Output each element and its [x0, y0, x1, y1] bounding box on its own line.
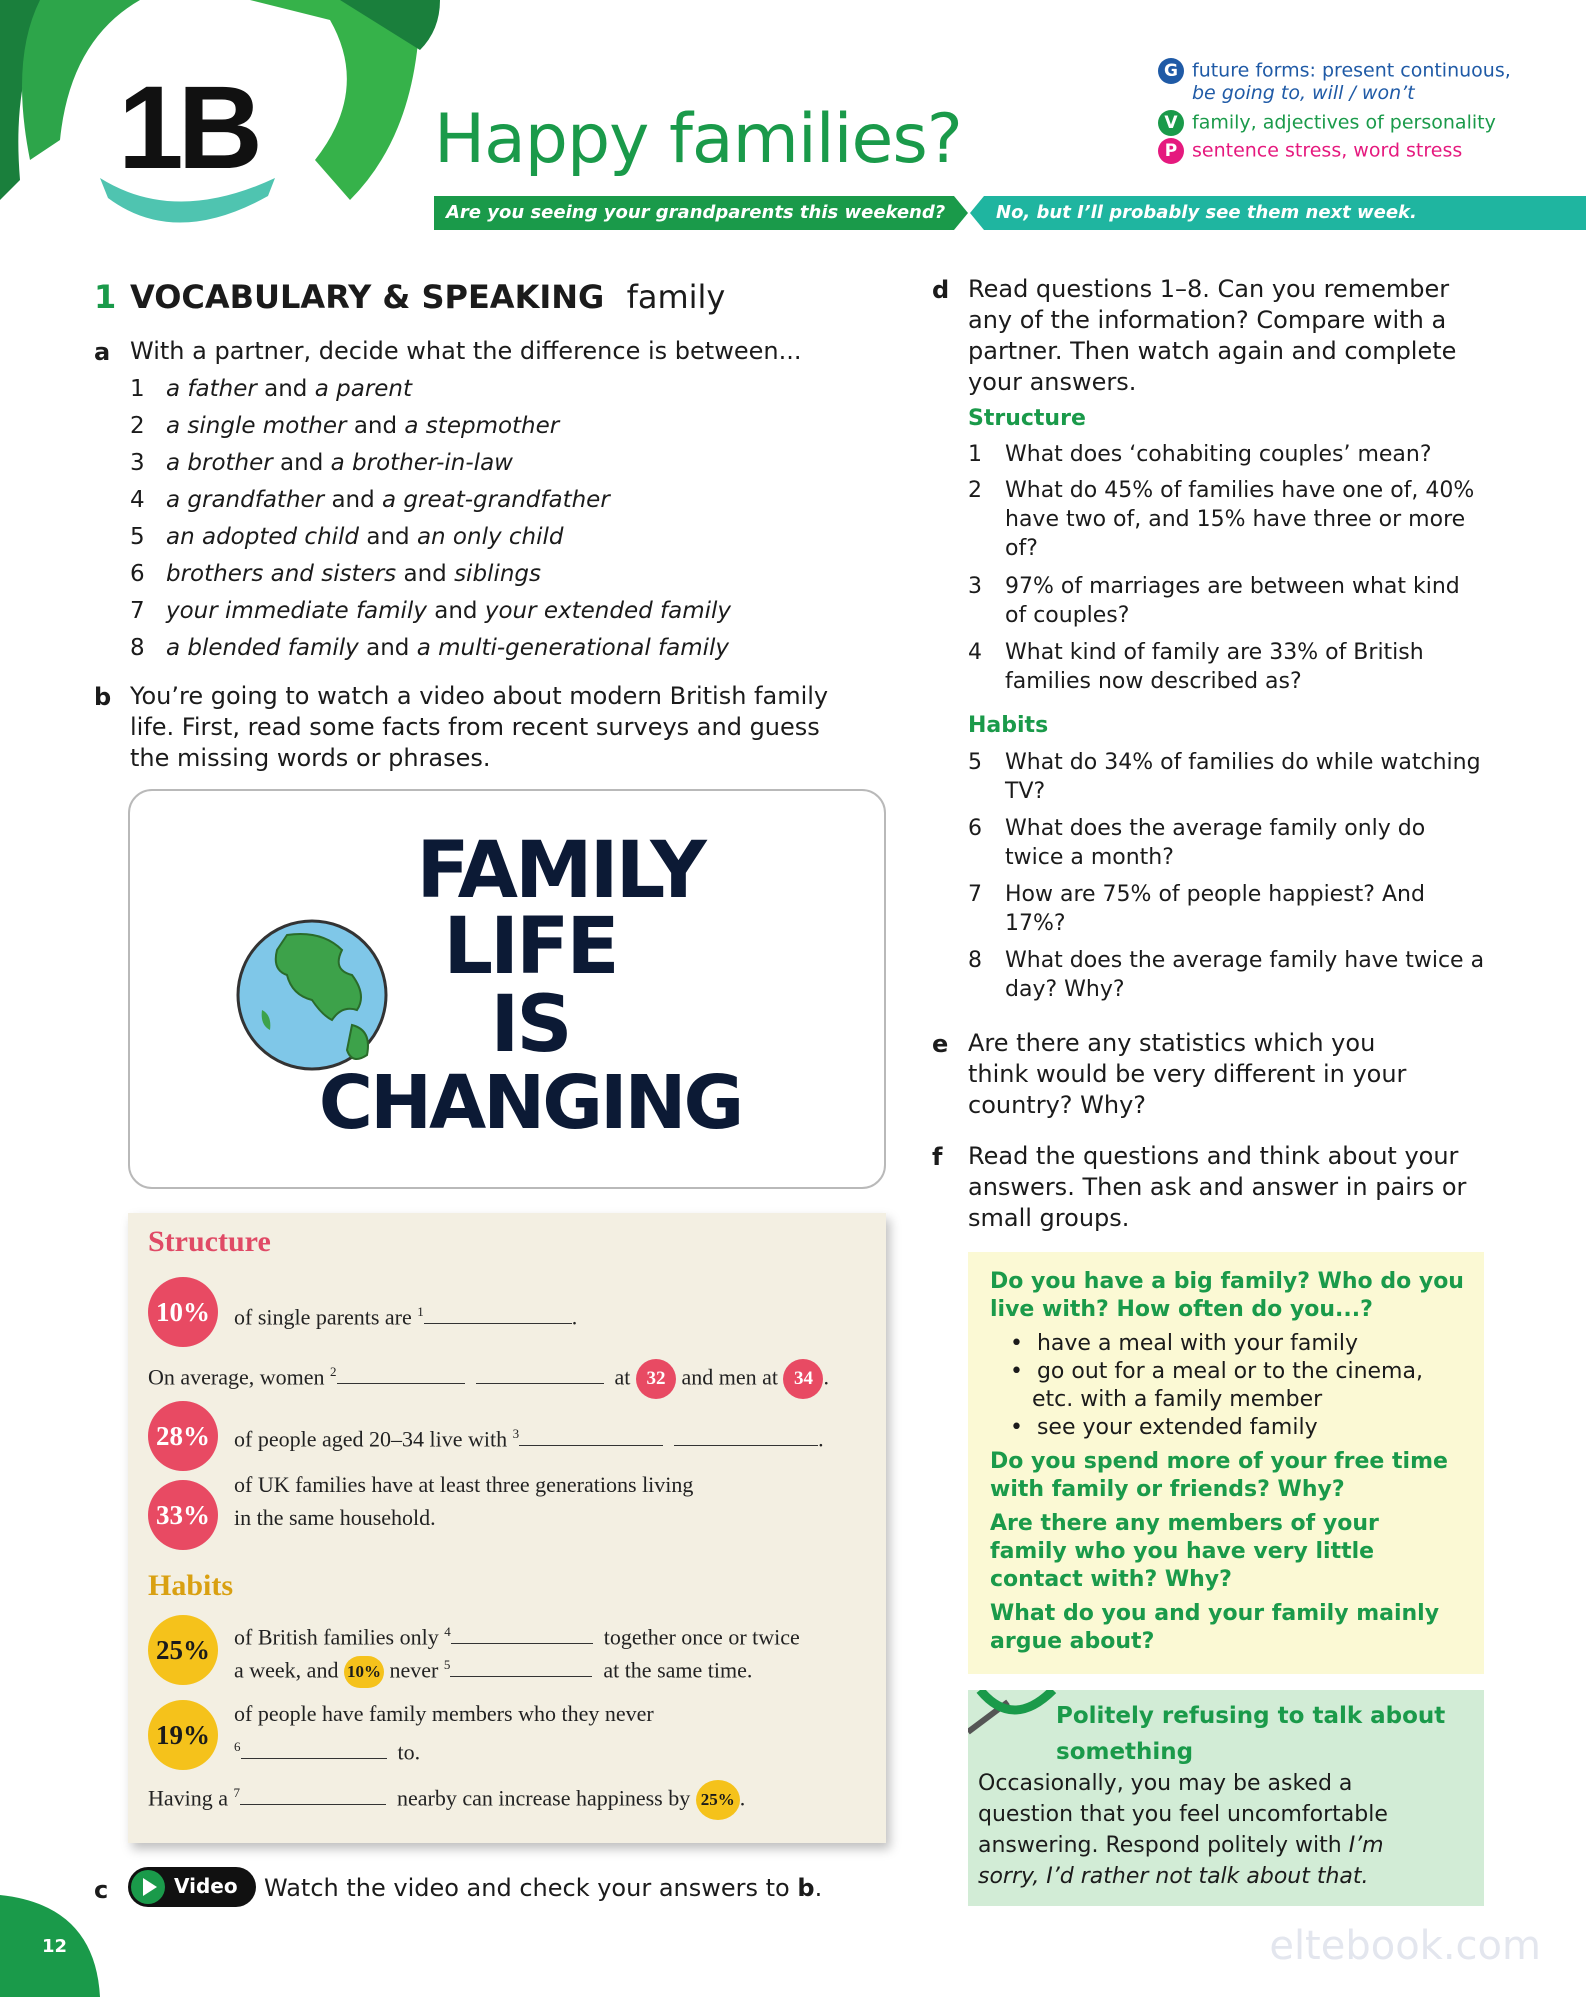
discussion-bullet-2: • go out for a meal or to the cinema, etc. with a family member: [1010, 1359, 1423, 1412]
ribbon-question-arrow-icon: [954, 196, 968, 230]
questions-structure-heading: Structure: [968, 406, 1086, 431]
focus-pronunciation: P sentence stress, word stress: [1158, 138, 1462, 164]
video-button[interactable]: [128, 1867, 256, 1907]
speech-bubble-icon: [968, 1690, 1058, 1740]
focus-grammar: G future forms: present continuous,: [1158, 58, 1511, 84]
stat-3-text: of people aged 20–34 live with $^3$ .: [234, 1426, 824, 1452]
age-women-badge: 32: [636, 1359, 676, 1399]
poster-family-life: [128, 789, 886, 1189]
exercise-b-label: b: [94, 683, 112, 711]
ribbon-answer: No, but I’ll probably see them next week.: [984, 196, 1586, 230]
discussion-bullet-3: • see your extended family: [1010, 1415, 1318, 1440]
poster-line-life: LIFE: [443, 902, 617, 992]
exercise-c-label: c: [94, 1876, 109, 1904]
tip-body: Occasionally, you may be asked a question that you feel uncomfortable answering. Respond politely with I’m sorry, I’d rather not talk about that.: [978, 1771, 1388, 1889]
focus-grammar-line2: be going to, will / won’t: [1192, 82, 1415, 104]
vocab-pair-item: 6 brothers and sisters and siblings: [130, 561, 541, 587]
exercise-c-text: Watch the video and check your answers to b.: [264, 1874, 823, 1902]
section-subtitle: family: [626, 278, 726, 316]
age-men-badge: 34: [783, 1359, 823, 1399]
poster-line-changing: CHANGING: [318, 1060, 742, 1146]
vocab-pair-item: 1 a father and a parent: [130, 376, 413, 402]
discussion-bullet-1: • have a meal with your family: [1010, 1331, 1358, 1356]
page-number: 12: [42, 1936, 68, 1957]
play-icon: [130, 1869, 166, 1905]
grammar-badge-icon: G: [1158, 58, 1184, 84]
vocab-pair-item: 7 your immediate family and your extended family: [130, 598, 732, 624]
exercise-d-instruction: Read questions 1–8. Can you remember any of the information? Compare with a partner. Then watch again and complete your answers.: [968, 275, 1457, 396]
vocab-pair-item: 3 a brother and a brother-in-law: [130, 450, 513, 476]
stat-4-line2: in the same household.: [234, 1505, 436, 1530]
exercise-d-label: d: [932, 276, 950, 304]
facts-structure-heading: Structure: [148, 1225, 271, 1258]
facts-card: [128, 1213, 886, 1843]
stat-2-text: On average, women $^2$ at 32 and men at 34 .: [148, 1355, 829, 1399]
unit-title: Happy families?: [434, 100, 962, 179]
vocab-pair-item: 5 an adopted child and an only child: [130, 524, 564, 550]
discussion-questions-box: [968, 1252, 1484, 1674]
exercise-f-label: f: [932, 1143, 943, 1171]
stat-circle-25: 25%: [148, 1615, 218, 1685]
exercise-a-label: a: [94, 338, 111, 366]
section-title: VOCABULARY & SPEAKING family: [130, 278, 726, 316]
exercise-e-label: e: [932, 1030, 949, 1058]
stat-1-text: of single parents are $^1$ .: [234, 1304, 578, 1330]
unit-code: 1B: [118, 62, 257, 194]
exercise-a-instruction: With a partner, decide what the difference is between...: [130, 337, 802, 365]
stat-6-line1: of people have family members who they never: [234, 1701, 654, 1726]
discussion-q4: What do you and your family mainly argue about?: [990, 1601, 1440, 1654]
tip-box: [968, 1690, 1484, 1906]
stat-badge-25-happiness: 25%: [696, 1780, 740, 1820]
video-button-label: Video: [174, 1874, 238, 1898]
vocab-pair-item: 2 a single mother and a stepmother: [130, 413, 560, 439]
tip-title: Politely refusing to talk about something: [1056, 1703, 1446, 1765]
facts-habits-heading: Habits: [148, 1569, 234, 1602]
exercise-f-text: Read the questions and think about your answers. Then ask and answer in pairs or small groups.: [968, 1142, 1467, 1232]
stat-circle-19: 19%: [148, 1700, 218, 1770]
pronunciation-badge-icon: P: [1158, 138, 1184, 164]
exercise-e-text: Are there any statistics which you think would be very different in your country? Why?: [968, 1029, 1407, 1119]
ribbon-answer-arrow-icon: [970, 196, 984, 230]
stat-5-line1: of British families only $^4$ together once or twice: [234, 1624, 800, 1650]
stat-6-line2: $^6$ to.: [234, 1739, 421, 1765]
discussion-q3: Are there any members of your family who you have very little contact with? Why?: [990, 1511, 1379, 1592]
vocab-pair-item: 4 a grandfather and a great-grandfather: [130, 487, 610, 513]
poster-line-family: FAMILY: [416, 826, 704, 916]
stat-5-line2: a week, and 10% never $^5$ at the same time.: [234, 1648, 752, 1688]
questions-habits-heading: Habits: [968, 713, 1049, 738]
stat-circle-10: 10%: [148, 1277, 218, 1347]
focus-vocabulary: V family, adjectives of personality: [1158, 110, 1496, 136]
stat-circle-33: 33%: [148, 1480, 218, 1550]
poster-line-is: IS: [490, 980, 570, 1070]
discussion-q1: Do you have a big family? Who do you live with? How often do you...?: [990, 1269, 1464, 1322]
discussion-q2: Do you spend more of your free time with family or friends? Why?: [990, 1449, 1448, 1502]
stat-4-line1: of UK families have at least three generations living: [234, 1472, 694, 1497]
vocabulary-badge-icon: V: [1158, 110, 1184, 136]
section-number: 1: [94, 278, 117, 316]
stat-circle-28: 28%: [148, 1401, 218, 1471]
stat-badge-10-habits: 10%: [344, 1656, 384, 1688]
stat-7-text: Having a $^7$ nearby can increase happiness by 25% .: [148, 1776, 745, 1820]
vocab-pair-item: 8 a blended family and a multi-generational family: [130, 635, 730, 661]
ribbon-question: Are you seeing your grandparents this weekend?: [434, 196, 954, 230]
watermark: eltebook.com: [1269, 1923, 1541, 1969]
exercise-b-text: You’re going to watch a video about modern British family life. First, read some facts from recent surveys and guess the missing words or phrases.: [130, 682, 829, 772]
